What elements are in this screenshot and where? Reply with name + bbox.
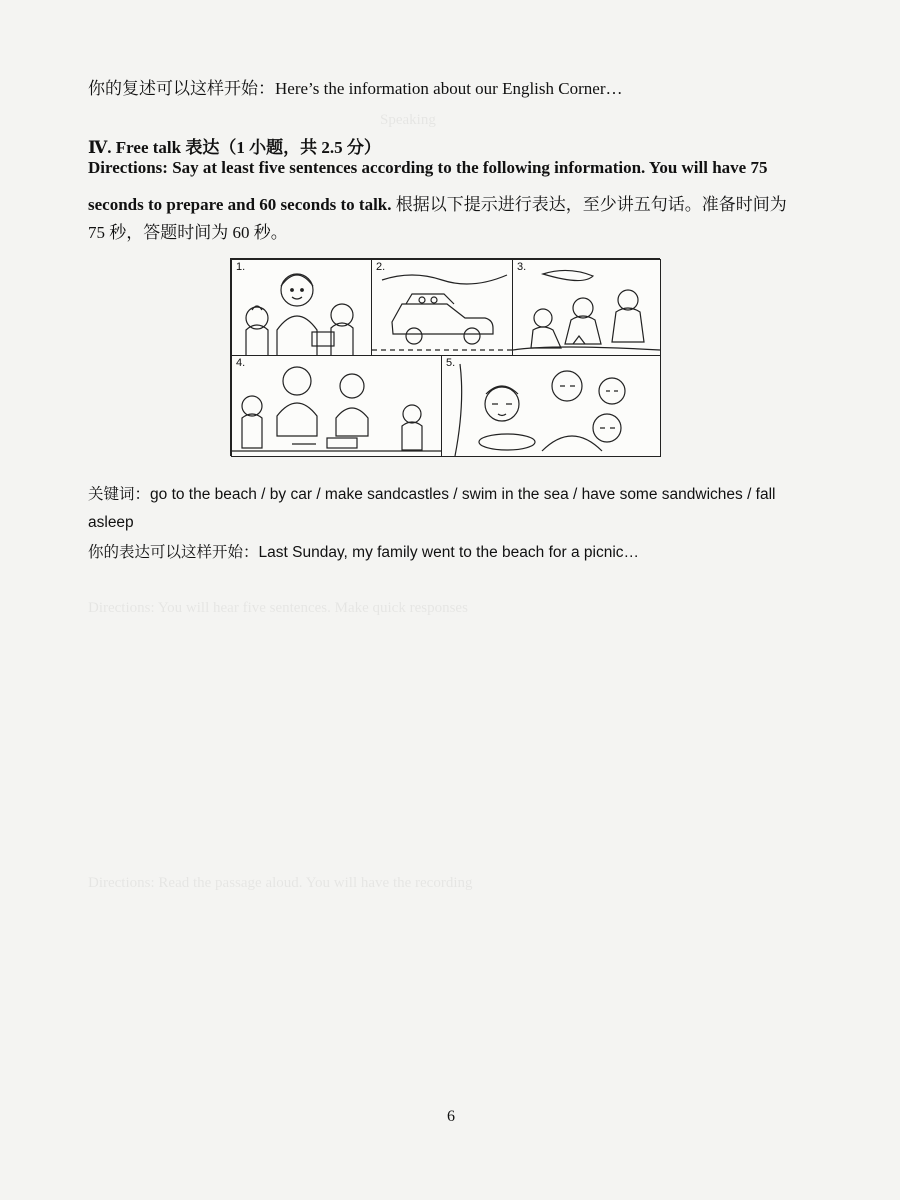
retell-starter-line <box>88 74 622 99</box>
sandcastle-illustration <box>513 260 660 356</box>
panel-number: 2. <box>376 261 386 273</box>
talk-starter-line <box>88 540 639 562</box>
panel-number: 3. <box>517 261 527 273</box>
section-title: Free talk <box>115 138 182 157</box>
directions-text-2-cn: 根据以下提示进行表达，至少讲五句话。准备时间为 <box>395 195 787 214</box>
picnic-illustration <box>232 356 442 456</box>
bleed-through-text: Directions: Read the passage aloud. You will have the recording <box>88 875 473 891</box>
comic-panel-4 <box>231 355 443 457</box>
section-cn-title: 表达（1 小题，共 2.5 分） <box>185 138 381 157</box>
section-number: Ⅳ. <box>88 138 112 157</box>
talk-starter-en: Last Sunday, my family went to the beach for a picnic… <box>258 544 640 561</box>
comic-panel-3 <box>512 259 661 357</box>
asleep-in-car-illustration <box>442 356 660 456</box>
directions-text-1: Directions: Say at least five sentences according to the following information. You will have 75 <box>88 158 768 177</box>
comic-panel-1 <box>231 259 373 357</box>
talk-starter-cn: 你的表达可以这样开始： <box>88 544 259 561</box>
bleed-through-text: Speaking <box>380 112 436 128</box>
keywords-line-cont <box>88 514 134 532</box>
section-heading <box>88 133 381 158</box>
bleed-through-text: Directions: You will hear five sentences. Make quick responses <box>88 600 468 616</box>
retell-starter-en: Here’s the information about our English Corner… <box>275 79 623 98</box>
directions-text-2-en: seconds to prepare and 60 seconds to talk. <box>88 195 392 214</box>
panel-number: 1. <box>236 261 246 273</box>
keywords-label: 关键词： <box>88 486 151 503</box>
comic-panel-2 <box>371 259 514 357</box>
retell-starter-cn: 你的复述可以这样开始： <box>88 79 275 98</box>
keywords-text: go to the beach / by car / make sandcastles / swim in the sea / have some sandwiches / fall <box>150 486 776 503</box>
directions-line-3 <box>88 218 288 243</box>
car-illustration <box>372 260 513 356</box>
directions-line-2 <box>88 190 787 215</box>
comic-strip-image <box>230 258 660 456</box>
family-preparing-illustration <box>232 260 372 356</box>
keywords-line <box>88 482 776 504</box>
directions-text-3: 75 秒，答题时间为 60 秒。 <box>88 223 288 242</box>
keywords-text-cont: asleep <box>88 514 134 531</box>
panel-number: 5. <box>446 357 456 369</box>
comic-panel-5 <box>441 355 661 457</box>
panel-number: 4. <box>236 357 246 369</box>
directions-line-1 <box>88 158 767 178</box>
page-number: 6 <box>447 1108 455 1125</box>
